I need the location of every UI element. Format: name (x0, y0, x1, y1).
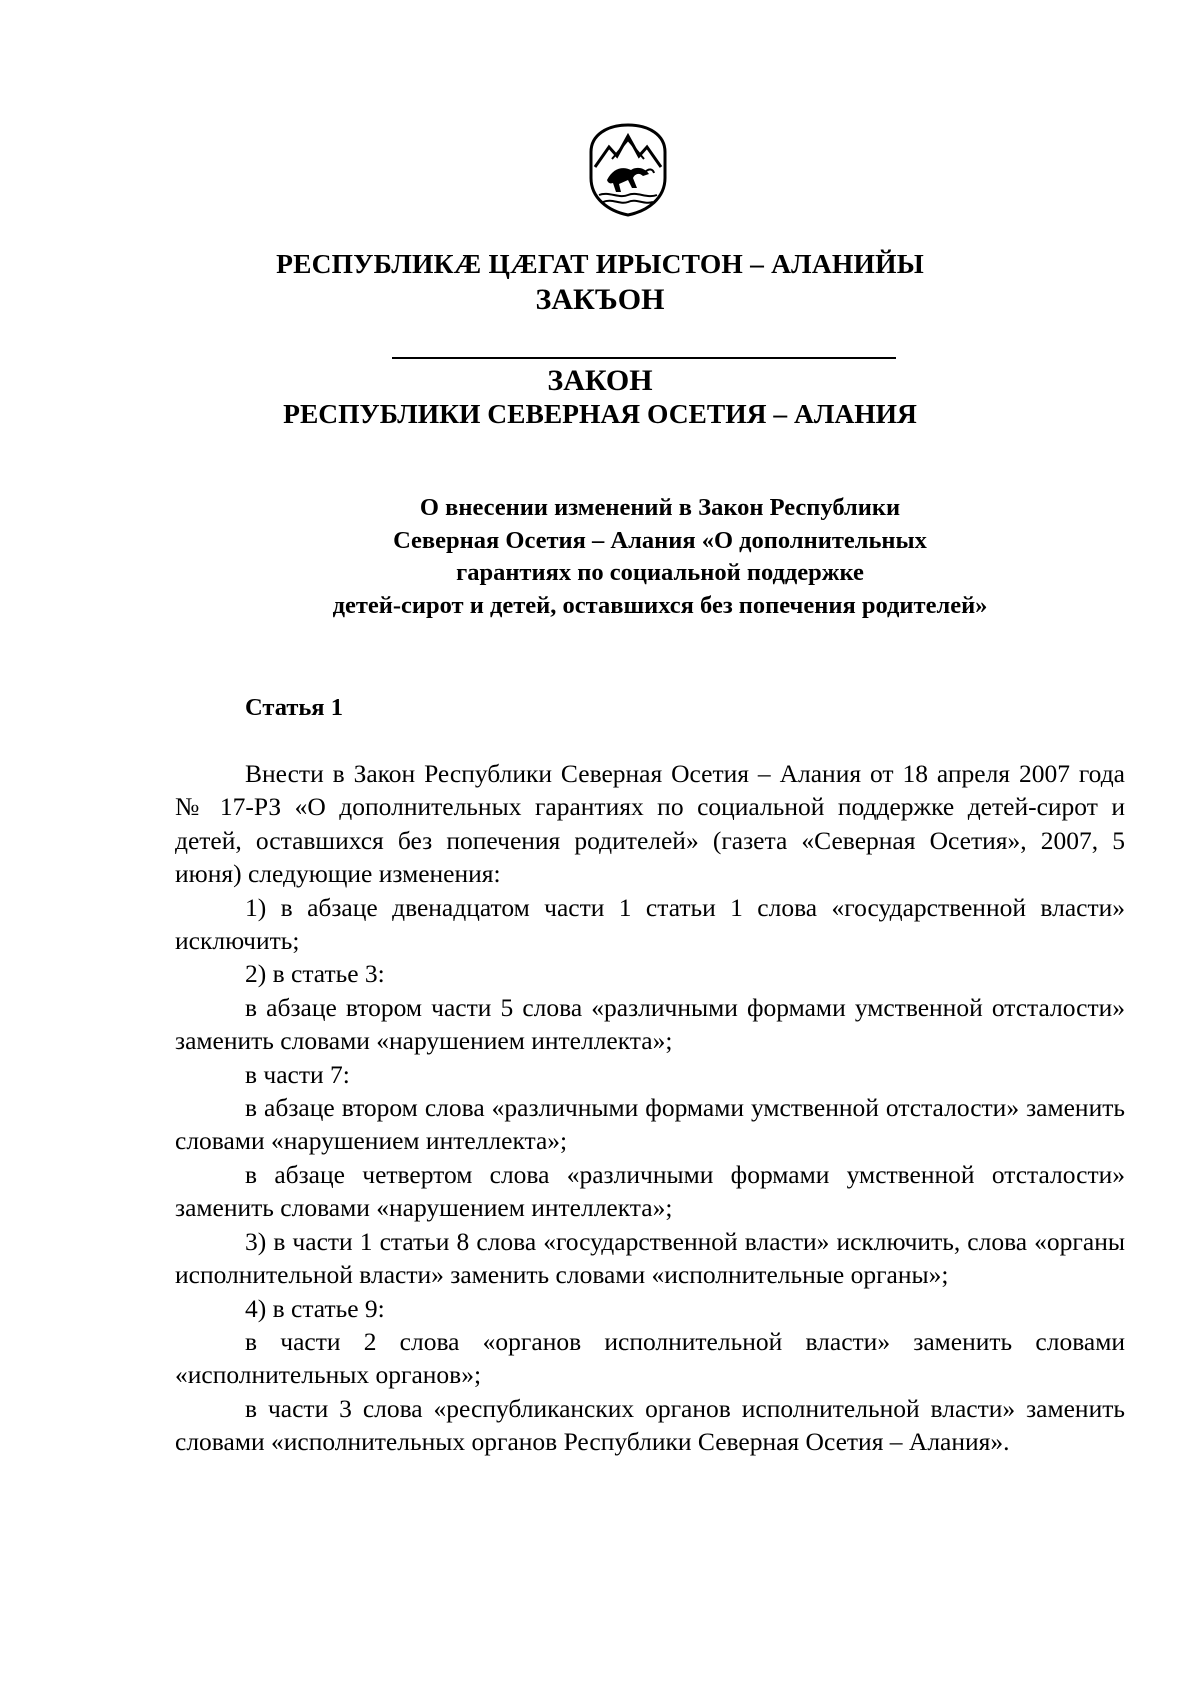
subject-line: детей-сирот и детей, оставшихся без попечения родителей» (332, 591, 988, 619)
article-paragraph: в части 3 слова «республиканских органов исполнительной власти» заменить словами «исполнительных органов Республики Северная Осетия – Алания». (175, 1393, 1125, 1457)
article-paragraph: в абзаце втором слова «различными формами умственной отсталости» заменить словами «нарушением интеллекта»; (175, 1093, 1125, 1156)
header-ossetian-republic: РЕСПУБЛИКÆ ЦÆГАТ ИРЫСТОН – АЛАНИЙЫ (276, 248, 924, 279)
article-paragraph: 4) в статье 9: (245, 1293, 385, 1323)
law-subject (250, 492, 1070, 622)
article-paragraph: в абзаце четвертом слова «различными формами умственной отсталости» заменить словами «нарушением интеллекта»; (175, 1159, 1125, 1223)
article-paragraph: 1) в абзаце двенадцатом части 1 статьи 1 слова «государственной власти» исключить; (175, 892, 1125, 956)
coat-of-arms-icon (585, 122, 671, 218)
subject-line: гарантиях по социальной поддержке (456, 559, 864, 586)
article-paragraph: 3) в части 1 статьи 8 слова «государственной власти» исключить, слова «органы исполнительной власти» заменить словами «исполнительные органы»; (175, 1226, 1125, 1290)
article-paragraph: в части 7: (245, 1059, 350, 1089)
article-paragraph: в абзаце втором части 5 слова «различными формами умственной отсталости» заменить словами «нарушением интеллекта»; (175, 992, 1125, 1056)
article-paragraph: в части 2 слова «органов исполнительной власти» заменить словами «исполнительных органов»; (175, 1326, 1125, 1390)
subject-line: Северная Осетия – Алания «О дополнительных (393, 526, 927, 554)
article-body (175, 757, 1125, 1459)
header-ossetian-law: ЗАКЪОН (535, 283, 665, 316)
article-paragraph: Внести в Закон Республики Северная Осетия – Алания от 18 апреля 2007 года № 17-РЗ «О дополнительных гарантиях по социальной поддержке детей-сирот и детей, оставшихся без попечения родителей» (газета «Северная Осетия», 2007, 5 июня) следующие изменения: (175, 759, 1125, 889)
article-title: Статья 1 (245, 694, 343, 721)
header-russian-republic: РЕСПУБЛИКИ СЕВЕРНАЯ ОСЕТИЯ – АЛАНИЯ (283, 398, 917, 429)
header-divider (392, 357, 896, 359)
subject-line: О внесении изменений в Закон Республики (419, 494, 901, 521)
header-russian-law: ЗАКОН (547, 364, 653, 397)
article-paragraph: 2) в статье 3: (245, 959, 385, 989)
